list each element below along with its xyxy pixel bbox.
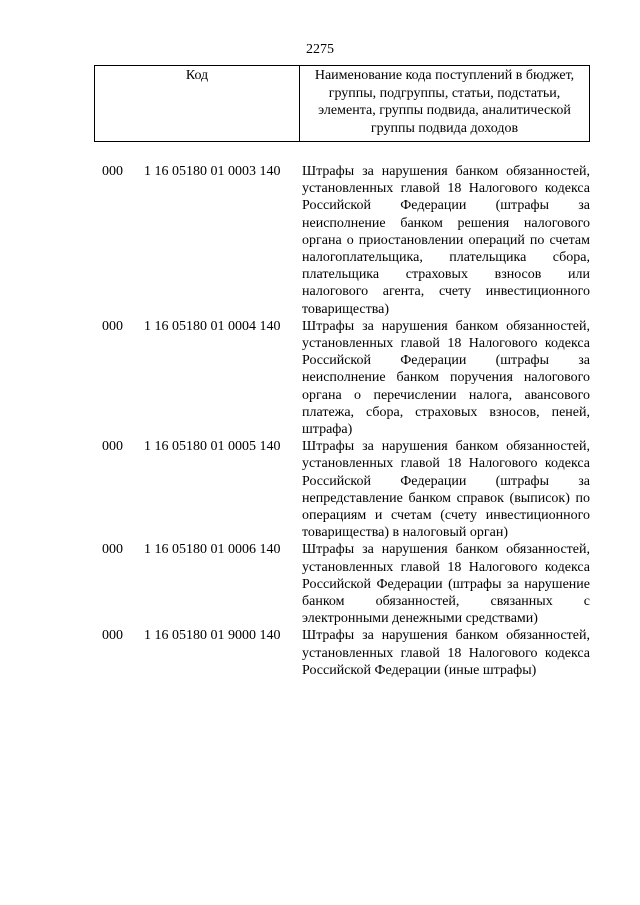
revenue-code-list: [102, 163, 590, 679]
revenue-description: Штрафы за нарушения банком обязанностей, установленных главой 18 Налогового кодекса Российской Федерации (штрафы за непредставление банком справок (выписок) по операциям и счетам (счету инвестиционного товарищества) в налоговый орган): [302, 439, 590, 541]
table-row: [102, 163, 590, 318]
code-column-header: Код: [95, 66, 300, 141]
admin-code: 000: [102, 318, 123, 334]
revenue-description: Штрафы за нарушения банком обязанностей, установленных главой 18 Налогового кодекса Российской Федерации (штрафы за неисполнение банком поручения налогового органа о перечислении налога, авансового платежа, сбора, страховых взносов, пеней, штрафа): [302, 318, 590, 438]
admin-code: 000: [102, 542, 123, 558]
table-row: [102, 627, 590, 679]
revenue-code: 1 16 05180 01 0006 140: [144, 542, 281, 558]
admin-code: 000: [102, 628, 123, 644]
revenue-code: 1 16 05180 01 0003 140: [144, 164, 281, 179]
table-row: [102, 541, 590, 627]
revenue-code: 1 16 05180 01 0005 140: [144, 439, 281, 455]
table-row: [102, 318, 590, 438]
revenue-code: 1 16 05180 01 9000 140: [144, 628, 281, 644]
admin-code: 000: [102, 439, 123, 455]
revenue-description: Штрафы за нарушения банком обязанностей, установленных главой 18 Налогового кодекса Российской Федерации (иные штрафы): [302, 628, 590, 678]
revenue-code: 1 16 05180 01 0004 140: [144, 318, 281, 334]
revenue-description: Штрафы за нарушения банком обязанностей, установленных главой 18 Налогового кодекса Российской Федерации (штрафы за неисполнение банком решения налогового органа о приостановлении операций по счетам налогоплательщика, плательщика сбора, плательщика страховых взносов или налогового агента, счету инвестиционного товарищества): [302, 164, 590, 317]
table-header: [94, 65, 590, 142]
revenue-description: Штрафы за нарушения банком обязанностей, установленных главой 18 Налогового кодекса Российской Федерации (штрафы за нарушение банком обязанностей, связанных с электронными денежными средствами): [302, 542, 590, 627]
name-column-header: Наименование кода поступлений в бюджет, группы, подгруппы, статьи, подстатьи, элемента, группы подвида, аналитической группы подвида доходов: [314, 68, 575, 136]
admin-code: 000: [102, 164, 123, 179]
table-row: [102, 438, 590, 541]
page-number: 2275: [306, 42, 334, 57]
